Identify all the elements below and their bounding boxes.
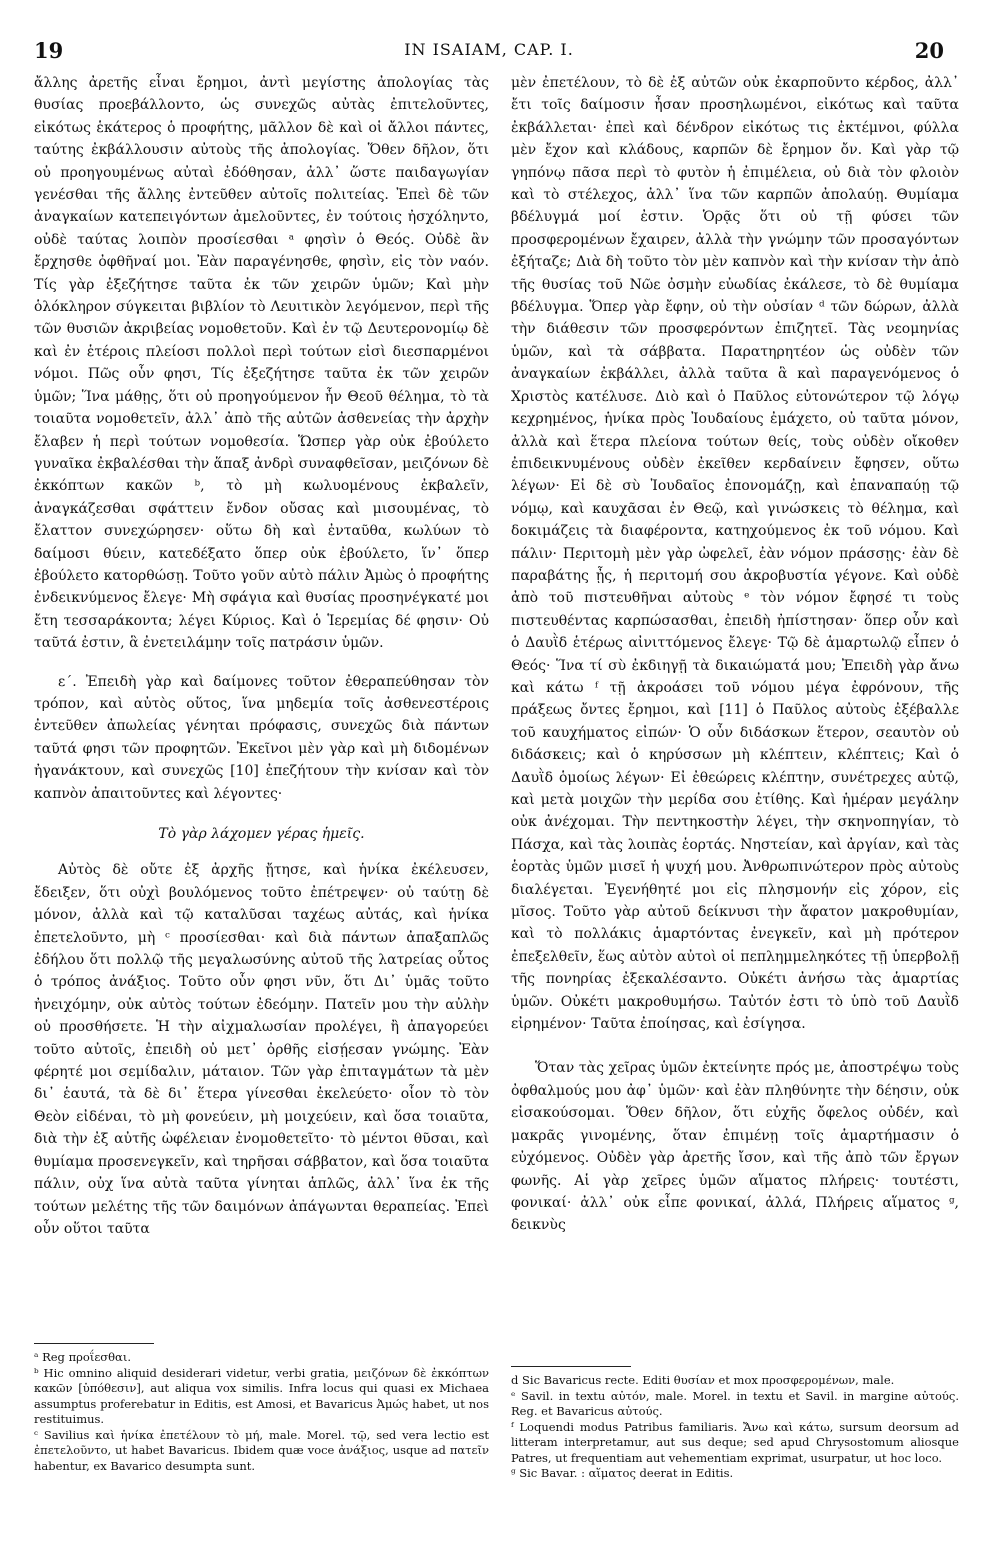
page-header	[34, 38, 944, 68]
footnote-g: ᵍ Sic Bavar. : αἵματος deerat in Editis.	[511, 1466, 734, 1480]
footnote-f: ᶠ Loquendi modus Patribus familiaris. Ἄνω καὶ κάτω, sursum deorsum ad litteram interpretamur, aut sus deque; sed apud Chrysostomum aliosque Patres, ut frequentiam aut vehementiam exprimat, usurpatur, ut hoc loco.	[511, 1419, 959, 1465]
right-footnotes	[511, 1356, 959, 1482]
page-number-right: 20	[914, 38, 944, 63]
left-paragraph-1: ἄλλης ἀρετῆς εἶναι ἔρημοι, ἀντὶ μεγίστης ἀπολογίας τὰς θυσίας προεβάλλοντο, ὡς συνεχῶς αὐτὰς ἐπιτελοῦντες, εἰκότως ἑκάτερος ὁ προφήτης, μᾶλλον δὲ καὶ οἱ ἄλλοι πάντες, ταύτης ἐκβάλλουσιν αὐτοὺς τῆς ἀπολογίας. Ὅθεν δῆλον, ὅτι οὐ προηγουμένως αὐταὶ ἐδόθησαν, ἀλλ᾽ ὥστε παιδαγωγίαν γενέσθαι τῆς ἄλλης ἐντεῦθεν αὐτοῖς πολιτείας. Ἐπεὶ δὲ τῶν ἀναγκαίων κατεπειγόντων ἀμελοῦντες, ἐν τούτοις ἠσχόληντο, οὐδὲ ταύτας λοιπὸν προσίεσθαι ᵃ φησὶν ὁ Θεός. Οὐδὲ ἂν ἔρχησθε ὀφθῆναί μοι. Ἐὰν παραγένησθε, φησὶν, εἰς τὸν ναόν. Τίς γὰρ ἐξεζήτησε ταῦτα ἐκ τῶν χειρῶν ὑμῶν; Καὶ μὴν ὁλόκληρον σύγκειται βιβλίον τὸ Λευιτικὸν λεγόμενον, περὶ τῆς τῶν θυσιῶν ἀκριβείας νομοθετοῦν. Καὶ ἐν τῷ Δευτερονομίῳ δὲ καὶ ἐν ἑτέροις πλείοσι πολλοὶ περὶ τούτων εἰσὶ διεσπαρμένοι νόμοι. Πῶς οὖν φησι, Τίς ἐξεζήτησε ταῦτα ἐκ τῶν χειρῶν ὑμῶν; Ἵνα μάθῃς, ὅτι οὐ προηγούμενον ἦν Θεοῦ θέλημα, τὸ τὰ τοιαῦτα νομοθετεῖν, ἀλλ᾽ ἀπὸ τῆς αὐτῶν ἀσθενείας τὴν ἀρχὴν ἔλαβεν ἡ περὶ τούτων νομοθεσία. Ὥσπερ γὰρ οὐκ ἐβούλετο γυναῖκα ἐκβαλέσθαι τὴν ἅπαξ ἀνδρὶ συναφθεῖσαν, μειζόνων δὲ ἐκκόπτων κακῶν ᵇ, τὸ μὴ κωλυομένους ἐκβαλεῖν, ἀναγκάζεσθαι σφάττειν ἔνδον οὔσας καὶ μισουμένας, τὸ ἔλαττον συνεχώρησεν· οὕτω δὴ καὶ ἐνταῦθα, κωλύων τὸ δαίμοσι θύειν, κατεδέξατο ὅπερ οὐκ ἐβούλετο, ἵν᾽ ὅπερ ἐβούλετο κατορθώσῃ. Τοῦτο γοῦν αὐτὸ πάλιν Ἀμὼς ὁ προφήτης ἐνδεικνύμενος ἔλεγε· Μὴ σφάγια καὶ θυσίας προσηνέγκατέ μοι ἔτη τεσσαράκοντα; λέγει Κύριος. Καὶ ὁ Ἱερεμίας δέ φησιν· Οὐ ταῦτά ἐστιν, ἃ ἐνετειλάμην τοῖς πατράσιν ὑμῶν.	[34, 75, 489, 652]
left-footnotes	[34, 1333, 489, 1474]
right-paragraph-2: Ὅταν τὰς χεῖρας ὑμῶν ἐκτείνητε πρός με, ἀποστρέψω τοὺς ὀφθαλμούς μου ἀφ᾽ ὑμῶν· καὶ ἐὰν πληθύνητε τὴν δέησιν, οὐκ εἰσακούσομαι. Ὅθεν δῆλον, ὅτι εὐχῆς ὄφελος οὐδέν, καὶ μακρᾶς γινομένης, ὅταν ἐπιμένῃ τοῖς ἁμαρτήμασιν ὁ εὐχόμενος. Οὐδὲν γὰρ ἀρετῆς ἴσον, καὶ τῆς ἀπὸ τῶν ἔργων φωνῆς. Αἱ γὰρ χεῖρες ὑμῶν αἵματος πλήρεις· τουτέστι, φονικαί· ἀλλ᾽ οὐκ εἶπε φονικαί, ἀλλά, Πλήρεις αἵματος ᵍ, δεικνὺς	[511, 1060, 959, 1234]
footnote-e: ᵉ Savil. in textu αὐτόν, male. Morel. in textu et Savil. in margine αὐτούς. Reg. et Bavaricus αὐτούς.	[511, 1388, 959, 1418]
right-column	[511, 72, 959, 1237]
running-title: IN ISAIAM, CAP. I.	[404, 40, 574, 59]
footnote-d: d Sic Bavaricus recte. Editi θυσίαν et mox προσφερομένων, male.	[511, 1373, 895, 1387]
footnote-a: ᵃ Reg προΐεσθαι.	[34, 1350, 131, 1364]
footnote-divider-left	[34, 1343, 154, 1344]
page-number-left: 19	[34, 38, 64, 63]
footnote-divider-right	[511, 1366, 631, 1367]
left-paragraph-2: ε´. Ἐπειδὴ γὰρ καὶ δαίμονες τοῦτον ἐθεραπεύθησαν τὸν τρόπον, καὶ αὐτὸς οὕτος, ἵνα μηδεμία τοῖς ἀσθενεστέροις ἐντεῦθεν ἀπωλείας γένηται πρόφασις, συνεχῶς διὰ πάντων ταῦτά φησι τῶν προφητῶν. Ἐκεῖνοι μὲν γὰρ καὶ μὴ διδομένων ἠγανάκτουν, καὶ συνεχῶς [10] ἐπεζήτουν τὴν κνίσαν καὶ τὸν καπνὸν ἀπαιτοῦντες καὶ λέγοντες·	[34, 673, 489, 802]
left-paragraph-3: Αὐτὸς δὲ οὔτε ἐξ ἀρχῆς ᾔτησε, καὶ ἡνίκα ἐκέλευσεν, ἔδειξεν, ὅτι οὐχὶ βουλόμενος τοῦτο ἐπέτρεψεν· οὐ ταύτῃ δὲ μόνον, ἀλλὰ καὶ τῷ καταλῦσαι ταχέως αὐτάς, καὶ ἡνίκα ἐπετελοῦντο, μὴ ᶜ προσίεσθαι· καὶ διὰ πάντων ἀπαξαπλῶς ἐδήλου ὅτι πολλῷ τῆς μεγαλωσύνης αὐτοῦ τῆς λατρείας οὗτος ὁ τρόπος ἀνάξιος. Τοῦτο οὖν φησι νῦν, ὅτι Δι᾽ ὑμᾶς τοῦτο ἠνειχόμην, οὐκ αὐτὸς τούτων ἐδεόμην. Πατεῖν μου τὴν αὐλὴν οὐ προσθήσετε. Ἡ τὴν αἰχμαλωσίαν προλέγει, ἢ ἀπαγορεύει τοῦτο αὐτοῖς, ἐπειδὴ οὐ μετ᾽ ὀρθῆς εἰσῄεσαν γνώμης. Ἐὰν φέρητέ μοι σεμίδαλιν, μάταιον. Τῶν γὰρ ἐπιταγμάτων τὰ μὲν δι᾽ ἑαυτά, τὰ δὲ δι᾽ ἕτερα γίνεσθαι ἐκελεύετο· οἷον τὸ τὸν Θεὸν εἰδέναι, τὸ μὴ φονεύειν, μὴ μοιχεύειν, καὶ ὅσα τοιαῦτα, διὰ τὴν ἐξ αὐτῆς ὠφέλειαν ἐνομοθετεῖτο· τὸ μέντοι θῦσαι, καὶ θυμίαμα προσενεγκεῖν, καὶ τηρῆσαι σάββατον, καὶ ὅσα τοιαῦτα πάλιν, οὐχ ἵνα αὐτὰ ταῦτα γίνηται ἁπλῶς, ἀλλ᾽ ἵνα ἐκ τῆς τούτων μελέτης τῆς τῶν δαιμόνων ἀπάγωνται θεραπείας. Ἐπεὶ οὖν οὕτοι ταῦτα	[34, 862, 489, 1237]
left-verse-quote: Τὸ γὰρ λάχομεν γέρας ἡμεῖς.	[158, 826, 365, 842]
footnote-b: ᵇ Hic omnino aliquid desiderari videtur, verbi gratia, μειζόνων δὲ ἐκκόπτων κακῶν [ὑπόθεσιν], aut aliqua vox similis. Infra locus qui quasi ex Michaea assumptus proferebatur in Editis, est Amosi, et Bavaricus Ἀμώς habet, ut nos restituimus.	[34, 1365, 489, 1426]
right-paragraph-1: μὲν ἐπετέλουν, τὸ δὲ ἐξ αὐτῶν οὐκ ἐκαρποῦντο κέρδος, ἀλλ᾽ ἔτι τοῖς δαίμοσιν ἦσαν προσηλωμένοι, εἰκότως καὶ ταῦτα ἐκβάλλεται· ἐπεὶ καὶ δένδρον εἰκότως τις ἐκτέμνοι, φύλλα μὲν ἔχον καὶ κλάδους, καρπῶν δὲ ἔρημον ὄν. Καὶ γὰρ τῷ γηπόνῳ πᾶσα περὶ τὸ φυτὸν ἡ ἐπιμέλεια, οὐ διὰ τὸν φλοιὸν καὶ τὸ στέλεχος, ἀλλ᾽ ἵνα τῶν καρπῶν ἀπολαύῃ. Θυμίαμα βδέλυγμά μοί ἐστιν. Ὁρᾷς ὅτι οὐ τῇ φύσει τῶν προσφερομένων ἔχαιρεν, ἀλλὰ τὴν γνώμην τῶν προσαγόντων ἐξήταζε; Διὰ δὴ τοῦτο τὸν μὲν καπνὸν καὶ τὴν κνίσαν τὴν ἀπὸ τῆς θυσίας τοῦ Νῶε ὀσμὴν εὐωδίας ἐκάλεσε, τὸ δὲ θυμίαμα βδέλυγμα. Ὅπερ γὰρ ἔφην, οὐ τὴν οὐσίαν ᵈ τῶν δώρων, ἀλλὰ τὴν διάθεσιν τῶν προσφερόντων ἐπιζητεῖ. Τὰς νεομηνίας ὑμῶν, καὶ τὰ σάββατα. Παρατηρητέον ὡς οὐδὲν τῶν ἀναγκαίων ἐκβάλλει, ἀλλὰ ταῦτα ἃ καὶ παραγενόμενος ὁ Χριστὸς κατέλυσε. Διὸ καὶ ὁ Παῦλος εὐτονώτερον τῷ λόγῳ κεχρημένος, ἡνίκα πρὸς Ἰουδαίους ἐμάχετο, οὐ ταῦτα μόνον, ἀλλὰ καὶ ἕτερα πλείονα τούτων θείς, τοὺς οὐδὲν οἴκοθεν ἐπιδεικνυμένους οὐδὲν ἐκεῖθεν κερδαίνειν ἔφησεν, οὕτω λέγων· Εἰ δὲ σὺ Ἰουδαῖος ἐπονομάζῃ, καὶ ἐπαναπαύῃ τῷ νόμῳ, καὶ καυχᾶσαι ἐν Θεῷ, καὶ γινώσκεις τὸ θέλημα, καὶ δοκιμάζεις τὰ διαφέροντα, κατηχούμενος ἐκ τοῦ νόμου. Καὶ πάλιν· Περιτομὴ μὲν γὰρ ὠφελεῖ, ἐὰν νόμον πράσσῃς· ἐὰν δὲ παραβάτης ᾖς, ἡ περιτομή σου ἀκροβυστία γέγονε. Καὶ οὐδὲ ἀπὸ τοῦ πιστευθῆναι αὐτοὺς ᵉ τὸν νόμον ἔφησέ τι τοὺς πιστευθέντας καρπώσασθαι, ἐπειδὴ ἠπίστησαν· ὅπερ οὖν καὶ ὁ Δαυῒδ ἑτέρως αἰνιττόμενος ἔλεγε· Τῷ δὲ ἁμαρτωλῷ εἶπεν ὁ Θεός· Ἵνα τί σὺ ἐκδιηγῇ τὰ δικαιώματά μου; Ἐπειδὴ γὰρ ἄνω καὶ κάτω ᶠ τῇ ἀκροάσει τοῦ νόμου μέγα ἐφρόνουν, τῆς πράξεως ὄντες ἔρημοι, καὶ [11] ὁ Παῦλος αὐτοὺς ἐξέβαλλε τοῦ καυχήματος εἰπών· Ὁ οὖν διδάσκων ἕτερον, σεαυτὸν οὐ διδάσκεις; καὶ ὁ κηρύσσων μὴ κλέπτειν, κλέπτεις; Καὶ ὁ Δαυῒδ ὁμοίως λέγων· Εἰ ἐθεώρεις κλέπτην, συνέτρεχες αὐτῷ, καὶ μετὰ μοιχῶν τὴν μερίδα σου ἐτίθης. Καὶ ἡμέραν μεγάλην οὐκ ἀνέχομαι. Τὴν πεντηκοστὴν λέγει, τὴν σκηνοπηγίαν, τὸ Πάσχα, καὶ τὰς λοιπὰς ἑορτάς. Νηστείαν, καὶ ἀργίαν, καὶ τὰς ἑορτὰς ὑμῶν μισεῖ ἡ ψυχή μου. Ἀνθρωπινώτερον πρὸς αὐτοὺς διαλέγεται. Ἐγενήθητέ μοι εἰς πλησμονήν εἰς χόρον, εἰς μῖσος. Τοῦτο γὰρ αὐτοῦ δείκνυσι τὴν ἄφατον μακροθυμίαν, καὶ τὸ πολλάκις ἁμαρτόντας ἐνεγκεῖν, καὶ μὴ πρότερον ἐπεξελθεῖν, ἕως αὐτὸν αὐτοὶ οἱ πεπλημμεληκότες τῇ ὑπερβολῇ τῆς πονηρίας ἐξεκαλέσαντο. Οὐκέτι ἀνήσω τὰς ἁμαρτίας ὑμῶν. Οὐκέτι μακροθυμήσω. Ταὐτόν ἐστι τὸ ὑπὸ τοῦ Δαυῒδ εἰρημένον· Ταῦτα ἐποίησας, καὶ ἐσίγησα.	[511, 75, 959, 1033]
left-column	[34, 72, 489, 1240]
footnote-c: ᶜ Savilius καὶ ἡνίκα ἐπετέλουν τὸ μή, male. Morel. τῷ, sed vera lectio est ἐπετελοῦντο, ut habet Bavaricus. Ibidem quæ voce ἀνάξιος, usque ad πατεῖν habentur, ex Bavarico desumpta sunt.	[34, 1427, 489, 1473]
